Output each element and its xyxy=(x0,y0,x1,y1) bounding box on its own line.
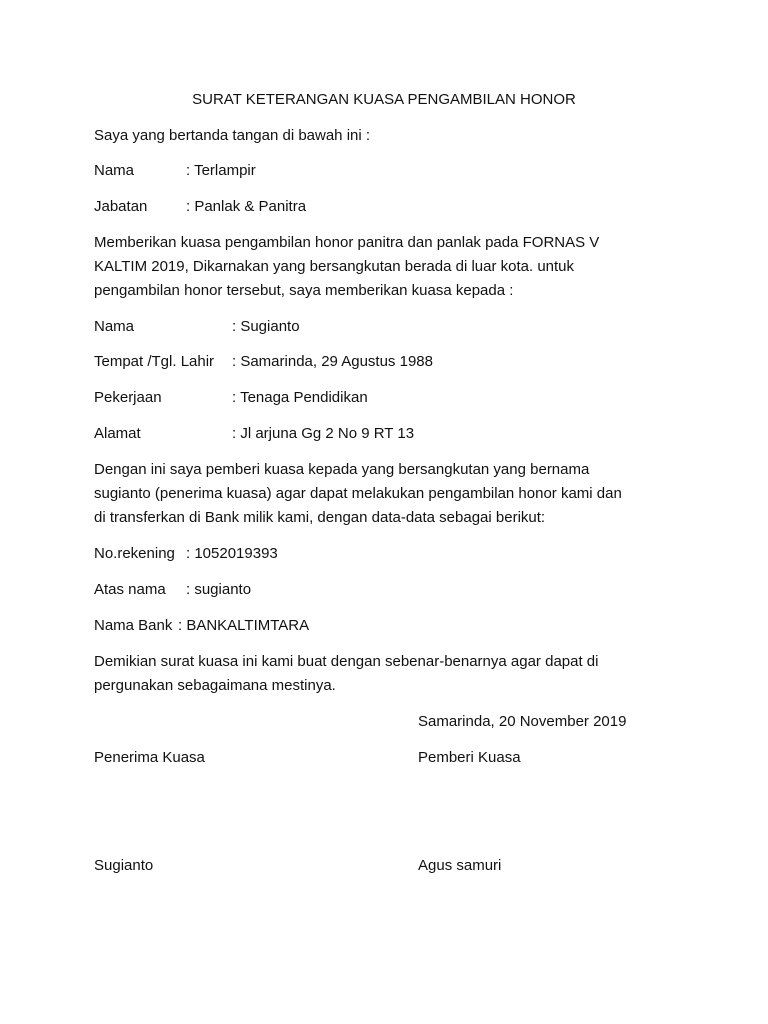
grantor-name-label: Nama xyxy=(94,162,135,179)
paragraph1-line1: Memberikan kuasa pengambilan honor panitra dan panlak pada FORNAS V xyxy=(94,234,600,251)
receiver-name: Sugianto xyxy=(94,857,154,874)
account-holder-label: Atas nama xyxy=(94,581,166,598)
paragraph2-line3: di transferkan di Bank milik kami, dengan data-data sebagai berikut: xyxy=(94,509,546,526)
grantee-birth-value: : Samarinda, 29 Agustus 1988 xyxy=(232,353,433,370)
place-date: Samarinda, 20 November 2019 xyxy=(418,713,627,730)
grantor-position-label: Jabatan xyxy=(94,198,148,215)
bank-name-label: Nama Bank xyxy=(94,617,173,634)
grantee-job-label: Pekerjaan xyxy=(94,389,162,406)
account-number-value: : 1052019393 xyxy=(186,545,278,562)
bank-name-value: : BANKALTIMTARA xyxy=(178,617,310,634)
grantee-address-label: Alamat xyxy=(94,425,141,442)
grantee-address-value: : Jl arjuna Gg 2 No 9 RT 13 xyxy=(232,425,415,442)
letter-title: SURAT KETERANGAN KUASA PENGAMBILAN HONOR xyxy=(192,91,576,108)
paragraph1-line3: pengambilan honor tersebut, saya memberikan kuasa kepada : xyxy=(94,282,514,299)
account-number-label: No.rekening xyxy=(94,545,175,562)
grantor-position-value: : Panlak & Panitra xyxy=(186,198,307,215)
account-holder-value: : sugianto xyxy=(186,581,252,598)
closing-line1: Demikian surat kuasa ini kami buat dengan sebenar-benarnya agar dapat di xyxy=(94,653,599,670)
giver-role: Pemberi Kuasa xyxy=(418,749,521,766)
grantee-birth-label: Tempat /Tgl. Lahir xyxy=(94,353,215,370)
grantee-name-value: : Sugianto xyxy=(232,318,300,335)
closing-line2: pergunakan sebagaimana mestinya. xyxy=(94,677,336,694)
intro-text: Saya yang bertanda tangan di bawah ini : xyxy=(94,127,371,144)
grantee-job-value: : Tenaga Pendidikan xyxy=(232,389,368,406)
grantor-name-value: : Terlampir xyxy=(186,162,256,179)
grantee-name-label: Nama xyxy=(94,318,135,335)
paragraph2-line2: sugianto (penerima kuasa) agar dapat melakukan pengambilan honor kami dan xyxy=(94,485,622,502)
giver-name: Agus samuri xyxy=(418,857,502,874)
paragraph2-line1: Dengan ini saya pemberi kuasa kepada yang bersangkutan yang bernama xyxy=(94,461,590,478)
receiver-role: Penerima Kuasa xyxy=(94,749,205,766)
paragraph1-line2: KALTIM 2019, Dikarnakan yang bersangkutan berada di luar kota. untuk xyxy=(94,258,575,275)
